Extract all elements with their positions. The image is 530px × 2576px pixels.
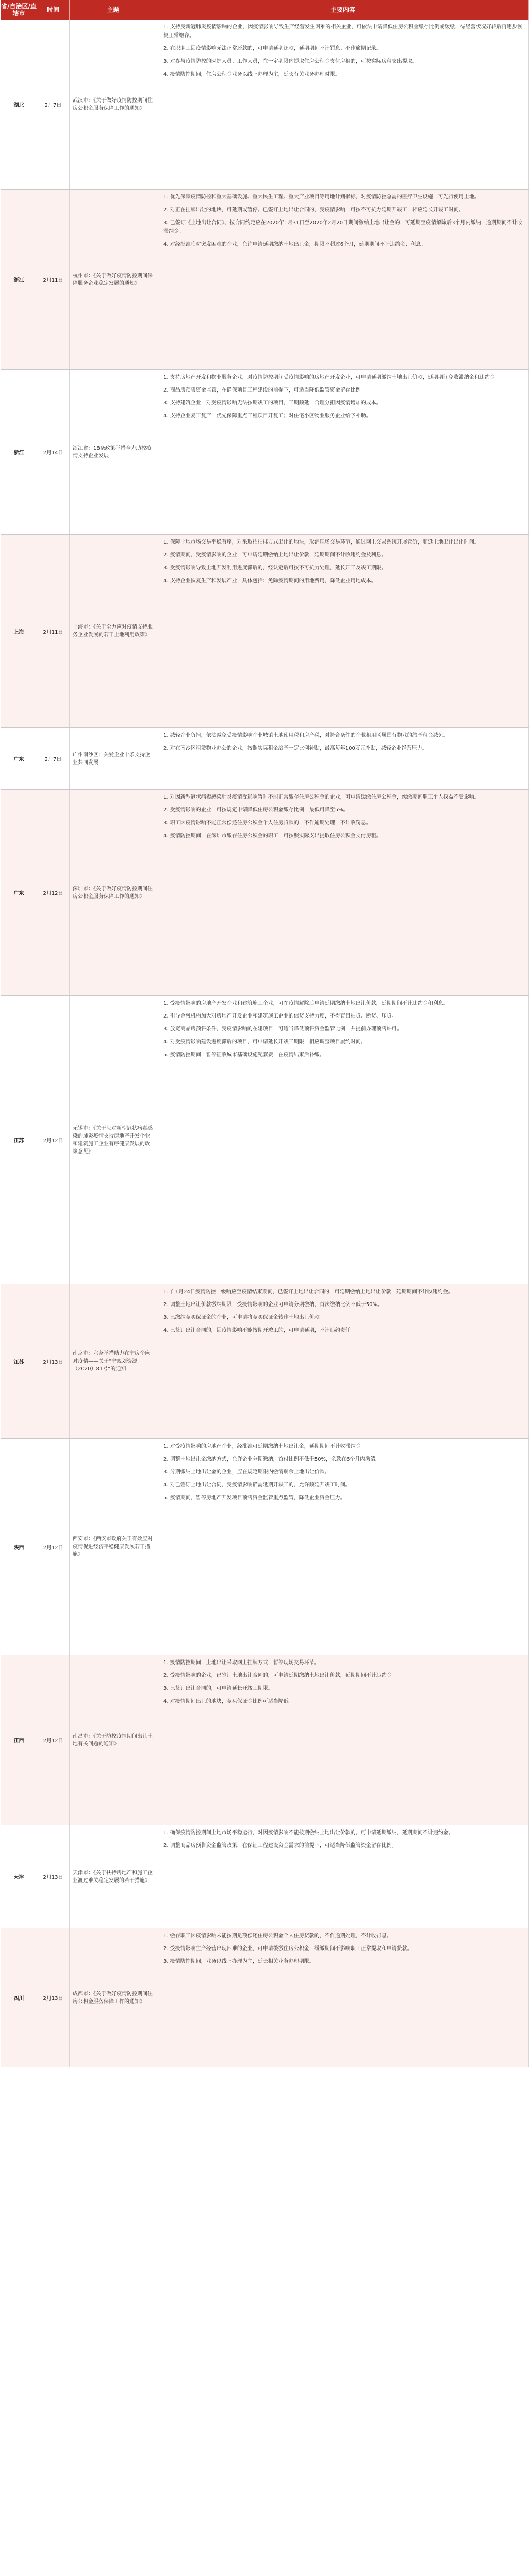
title-cell: 南昌市：《关于防控疫情期间出让土地有关问题的通知》 [70, 1655, 157, 1825]
content-paragraph: 1. 对因新型冠状病毒感染肺炎疫情受影响暂时不能正常缴存住房公积金的企业，可申请缓缴住房公积金，缓缴期间职工个人权益不受影响。 [163, 794, 479, 800]
content-paragraph: 2. 受疫情影响生产经营出现困难的企业，可申请缓缴住房公积金，缓缴期间不影响职工正常提取和申请贷款。 [163, 1946, 412, 1952]
content-paragraph: 1. 减轻企业负担，依法减免受疫情影响企业城镇土地使用税和房产税，对符合条件的企业租用区属国有物业的给予租金减免。 [163, 733, 449, 738]
title-cell: 南京市：六条举措助力在宁房企应对疫情——关于“宁规划资源（2020）81号”的通知 [70, 1284, 157, 1438]
content-paragraph: 3. 支持建筑企业，对受疫情影响无法按期竣工的项目，工期顺延，合理分担因疫情增加的成本。 [163, 400, 382, 406]
date-cell: 2月7日 [37, 20, 70, 189]
date-cell: 2月14日 [37, 370, 70, 534]
content-paragraph: 2. 调整土地出让金缴纳方式，允许企业分期缴纳，首付比例不低于50%，余款在6个月内缴清。 [163, 1456, 381, 1462]
content-paragraph: 4. 对受疫情影响建设进度滞后的项目，可申请延长开竣工期限，相应调整项目履约时间。 [163, 1039, 366, 1045]
content-paragraph: 1. 对受疫情影响的房地产企业，经批准可延期缴纳土地出让金，延期期间不计收滞纳金。 [163, 1444, 366, 1449]
province-cell: 上海 [1, 535, 37, 727]
date-cell: 2月11日 [37, 535, 70, 727]
table-row [1, 1284, 529, 1439]
title-cell: 武汉市：《关于做好疫情防控期间住房公积金服务保障工作的通知》 [70, 20, 157, 189]
content-cell [157, 1825, 529, 1928]
content-paragraph: 4. 对经批准临时突发困难的企业，允许申请延期缴纳土地出让金，期限不超过6个月，延期期间不计违约金、利息。 [163, 242, 426, 247]
content-paragraph: 2. 商品房预售资金监管，在确保项目工程建设的前提下，可适当降低监管资金留存比例。 [163, 387, 366, 393]
content-paragraph: 3. 已签订《土地出让合同》、按合同约定应在2020年1月31日至2020年2月20日期间缴纳土地出让金的，可延期至疫情解除后3个月内缴纳，逾期期间不计收滞纳金。 [163, 220, 522, 234]
content-paragraph: 1. 保障土地市场交易平稳有序，对采取招拍挂方式出让的地块，取消现场交易环节，通过网上交易系统开展竞价，顺延土地出让出让时间。 [163, 539, 479, 545]
province-cell: 浙江 [1, 190, 37, 369]
content-paragraph: 3. 疫情防控期间，业务以线上办理为主，延长相关业务办理期限。 [163, 1959, 314, 1964]
date-cell: 2月13日 [37, 1825, 70, 1928]
province-cell: 浙江 [1, 370, 37, 534]
content-paragraph: 1. 确保疫情防控期间土地市场平稳运行，对因疫情影响不能按期缴纳土地出让价款的，可申请延期缴纳，延期期间不计违约金。 [163, 1830, 454, 1836]
table-header [1, 0, 529, 20]
province-cell: 广东 [1, 728, 37, 789]
content-paragraph: 3. 已缴纳竞买保证金的企业，可申请将竞买保证金转作土地出让价款。 [163, 1315, 325, 1320]
content-cell [157, 1284, 529, 1438]
content-paragraph: 3. 放宽商品房预售条件，受疫情影响的在建项目，可适当降低预售资金监管比例，并提前办理预售许可。 [163, 1026, 402, 1032]
content-cell [157, 996, 529, 1284]
table-body [1, 20, 529, 2067]
date-cell: 2月13日 [37, 1928, 70, 2067]
title-cell: 浙江省：18条政策举措全力助控疫情支持企业发展 [70, 370, 157, 534]
content-cell [157, 728, 529, 789]
title-cell: 杭州市：《关于做好疫情防控期间保障服务企业稳定发展的通知》 [70, 190, 157, 369]
title-cell: 深圳市：《关于做好疫情防控期间住房公积金服务保障工作的通知》 [70, 790, 157, 995]
header-date: 时间 [37, 0, 70, 20]
table-row [1, 1439, 529, 1655]
content-paragraph: 3. 职工因疫情影响不能正常偿还住房公积金个人住房贷款的，不作逾期处理，不计收罚息。 [163, 820, 371, 826]
content-paragraph: 3. 对参与疫情防控的医护人员、工作人员，在一定期限内提取住房公积金支付房租的，可按实际房租支出提取。 [163, 59, 418, 64]
table-row [1, 790, 529, 996]
content-paragraph: 5. 疫情期间，暂停房地产开发项目预售资金监管重点监管，降低企业资金压力。 [163, 1495, 345, 1501]
content-paragraph: 4. 疫情防控期间，住房公积金业务以线上办理为主，延长有关业务办理时限。 [163, 72, 340, 77]
province-cell: 江西 [1, 1655, 37, 1825]
province-cell: 天津 [1, 1825, 37, 1928]
content-paragraph: 4. 已签订出让合同的，因疫情影响不能按期开竣工的，可申请延期，不计违约责任。 [163, 1328, 356, 1333]
content-cell [157, 1655, 529, 1825]
title-cell: 上海市：《关于全力应对疫情支持服务企业发展的若干土地利用政策》 [70, 535, 157, 727]
title-cell: 成都市：《关于做好疫情防控期间住房公积金服务保障工作的通知》 [70, 1928, 157, 2067]
date-cell: 2月12日 [37, 1655, 70, 1825]
content-paragraph: 1. 自1月24日疫情防控一级响应至疫情结束期间，已签订土地出让合同的，可延期缴纳土地出让价款，延期期间不计收违约金。 [163, 1289, 453, 1295]
content-paragraph: 1. 支持受新冠肺炎疫情影响的企业，因疫情影响导致生产经营发生困难的相关企业，可依法申请降低住房公积金缴存比例或缓缴，待经营状况好转后再逐步恢复正常缴存。 [163, 24, 522, 39]
content-paragraph: 2. 对正在挂牌出让的地块，可延期或暂停。已签订土地出让合同的，受疫情影响，可按不可抗力延期开竣工，相应延长开竣工时间。 [163, 207, 464, 213]
content-paragraph: 4. 支持企业复工复产，优先保障重点工程项目开复工；对住宅小区物业服务企业给予补助。 [163, 413, 371, 419]
title-cell: 西安市：《西安市政府关于有效应对疫情促进经济平稳健康发展若干措施》 [70, 1439, 157, 1655]
table-row [1, 535, 529, 728]
table-row [1, 996, 529, 1284]
header-content: 主要内容 [157, 0, 529, 20]
content-paragraph: 1. 受疫情影响的房地产开发企业和建筑施工企业，可在疫情解除后申请延期缴纳土地出让价款，延期期间不计违约金和利息。 [163, 1001, 449, 1006]
content-paragraph: 2. 对在南沙区租赁物业办公的企业，按照实际租金给予一定比例补贴，最高每年100万元补贴，减轻企业经营压力。 [163, 745, 427, 751]
content-paragraph: 4. 对疫情期间出让的地块，竞买保证金比例可适当降低。 [163, 1699, 294, 1704]
title-cell: 天津市：《关于扶持房地产和施工企业渡过难关稳定发展的若干措施》 [70, 1825, 157, 1928]
content-paragraph: 5. 疫情防控期间，暂停征收城市基础设施配套费，在疫情结束后补缴。 [163, 1052, 325, 1058]
date-cell: 2月12日 [37, 996, 70, 1284]
content-cell [157, 535, 529, 727]
province-cell: 广东 [1, 790, 37, 995]
content-paragraph: 2. 受疫情影响的企业，已签订土地出让合同的，可申请延期缴纳土地出让价款，延期期间不计违约金。 [163, 1673, 397, 1679]
content-paragraph: 3. 已签订出让合同的，可申请延长开竣工期限。 [163, 1686, 273, 1691]
content-cell [157, 190, 529, 369]
title-cell: 广州南沙区：关爱企业十条支持企业共同发展 [70, 728, 157, 789]
title-cell: 无锡市：《关于应对新型冠状病毒感染的肺炎疫情支持房地产开发企业和建筑施工企业有序健康发展的政策意见》 [70, 996, 157, 1284]
date-cell: 2月12日 [37, 790, 70, 995]
content-paragraph: 1. 支持房地产开发和物业服务企业，对疫情防控期间受疫情影响的房地产开发企业，可申请延期缴纳土地出让价款，延期期间免收滞纳金和违约金。 [163, 375, 500, 380]
date-cell: 2月12日 [37, 1439, 70, 1655]
province-cell: 江苏 [1, 1284, 37, 1438]
date-cell: 2月11日 [37, 190, 70, 369]
date-cell: 2月13日 [37, 1284, 70, 1438]
content-cell [157, 1928, 529, 2067]
table-row [1, 1655, 529, 1825]
table-row [1, 1928, 529, 2067]
content-cell [157, 20, 529, 189]
content-cell [157, 370, 529, 534]
content-paragraph: 1. 疫情防控期间，土地出让采取网上挂牌方式，暂停现场交易环节。 [163, 1660, 320, 1666]
content-paragraph: 2. 调整土地出让价款缴纳期限，受疫情影响的企业可申请分期缴纳，首次缴纳比例不低于50%。 [163, 1302, 383, 1308]
province-cell: 四川 [1, 1928, 37, 2067]
date-cell: 2月7日 [37, 728, 70, 789]
province-cell: 江苏 [1, 996, 37, 1284]
content-paragraph: 2. 引导金融机构加大对房地产开发企业和建筑施工企业的信贷支持力度，不得盲目抽贷、断贷、压贷。 [163, 1013, 397, 1019]
header-title: 主题 [70, 0, 157, 20]
content-cell [157, 790, 529, 995]
content-paragraph: 4. 支持企业恢复生产和发展产业，具体包括：免除疫情期间的用地费用，降低企业用地成本。 [163, 578, 376, 584]
content-paragraph: 1. 缴存职工因疫情影响未能按期足额偿还住房公积金个人住房贷款的，不作逾期处理，不计收罚息。 [163, 1933, 392, 1939]
table-row [1, 728, 529, 790]
content-paragraph: 3. 受疫情影响导致土地开发利用进度滞后的，经认定后可按不可抗力处理，延长开工及竣工期限。 [163, 565, 387, 571]
content-paragraph: 2. 受疫情影响的企业，可按规定申请降低住房公积金缴存比例，最低可降至5%。 [163, 807, 349, 813]
content-paragraph: 2. 疫情期间，受疫情影响的企业，可申请延期缴纳土地出让价款，延期期间不计收违约金及利息。 [163, 552, 387, 558]
content-paragraph: 2. 在职职工因疫情影响无法正常还款的，可申请延期还款，延期期间不计罚息、不作逾期记录。 [163, 46, 382, 52]
table-row [1, 370, 529, 535]
content-paragraph: 1. 优先保障疫情防控和重大基础设施、重大民生工程、重大产业项目等用地计划指标，对疫情防控急需的医疗卫生设施，可先行使用土地。 [163, 194, 479, 200]
policy-table [1, 0, 529, 2067]
table-row [1, 20, 529, 190]
province-cell: 陕西 [1, 1439, 37, 1655]
table-row [1, 1825, 529, 1928]
content-paragraph: 3. 分期缴纳土地出让金的企业，应在规定期限内缴清剩余土地出让价款。 [163, 1469, 330, 1475]
content-paragraph: 2. 调整商品房预售资金监管政策，在保证工程建设资金需求的前提下，可适当降低监管资金留存比例。 [163, 1843, 397, 1849]
content-cell [157, 1439, 529, 1655]
content-paragraph: 4. 疫情防控期间，在深圳市缴存住房公积金的职工，可按照实际支出提取住房公积金支付房租。 [163, 833, 382, 839]
province-cell: 湖北 [1, 20, 37, 189]
table-row [1, 190, 529, 370]
content-paragraph: 4. 对已签订土地出让合同，受疫情影响确需延期开竣工的，允许顺延开竣工时间。 [163, 1482, 351, 1488]
header-province: 省/自治区/直辖市 [1, 0, 37, 20]
